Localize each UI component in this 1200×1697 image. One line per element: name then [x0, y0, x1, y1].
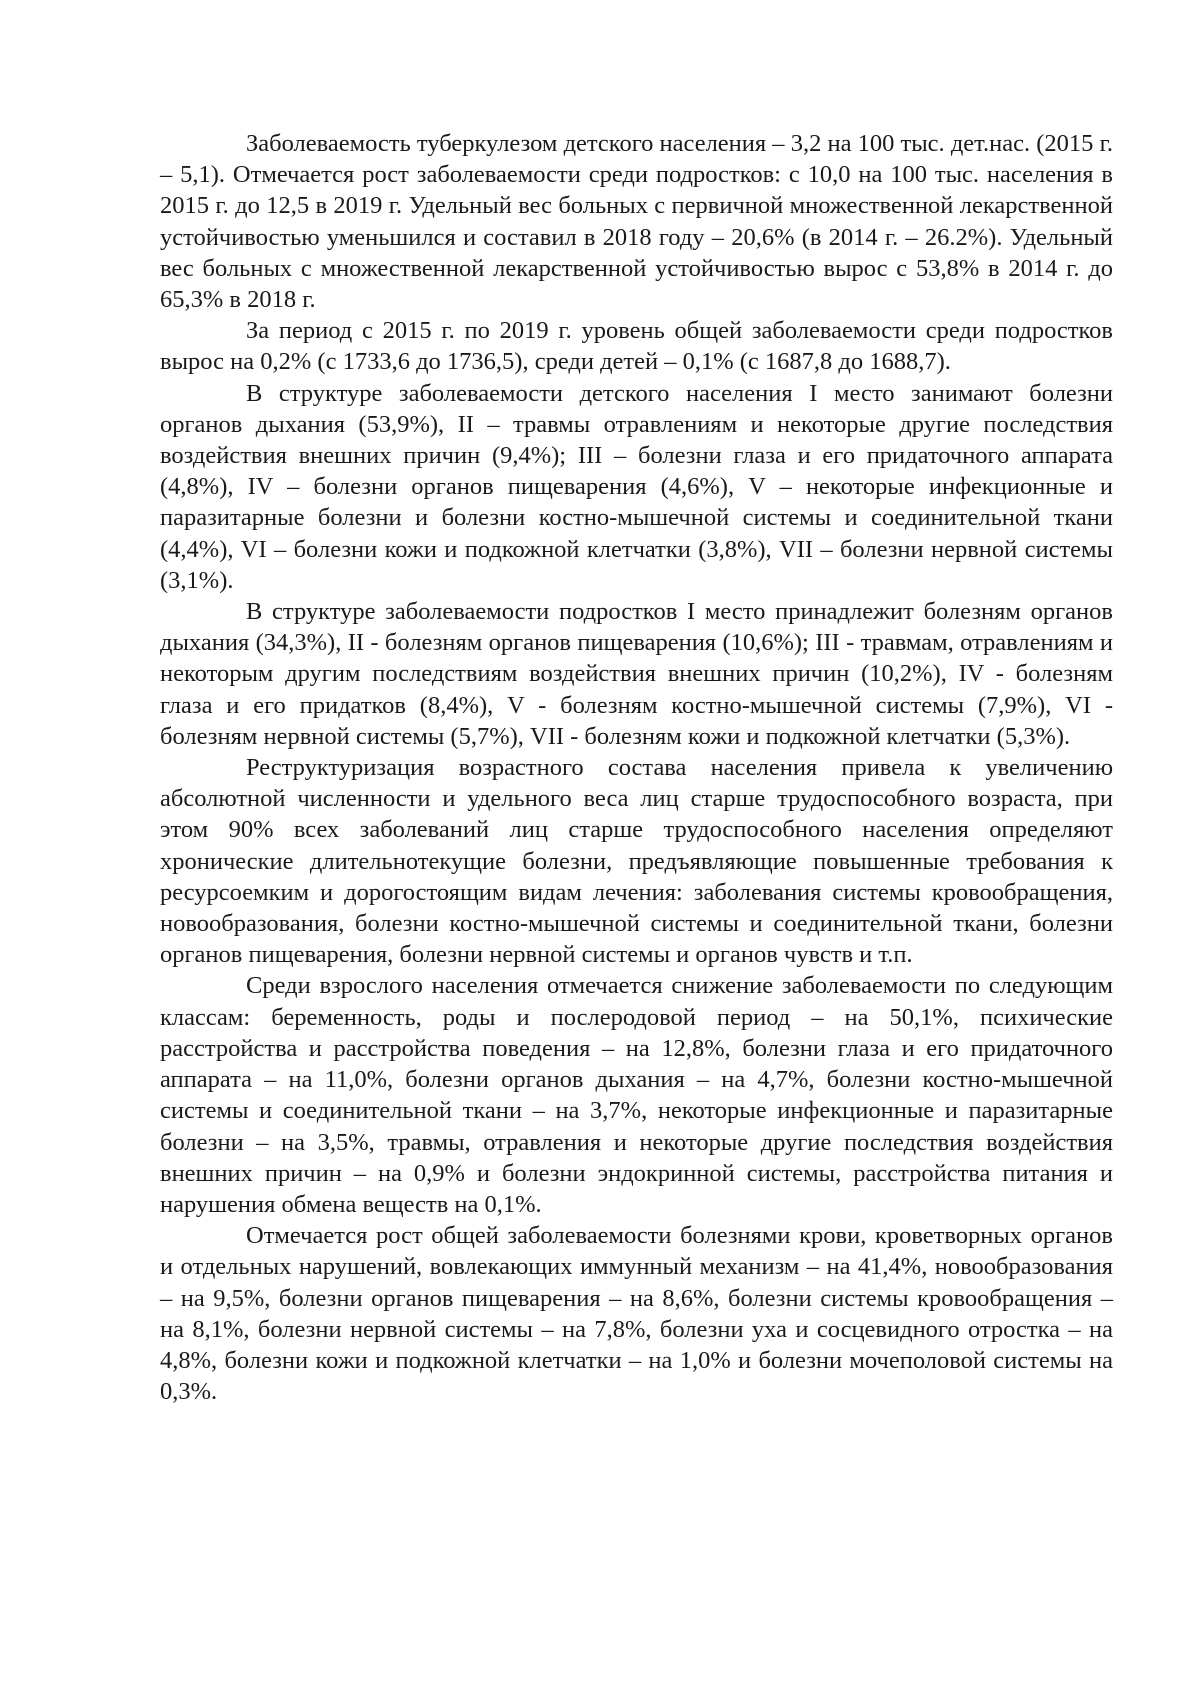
paragraph-tuberculosis: Заболеваемость туберкулезом детского населения – 3,2 на 100 тыс. дет.нас. (2015 г. – 5,1). Отмечается рост заболеваемости среди подростков: с 10,0 на 100 тыс. населения в 2015 г. до 12,5 в 2019 г. Удельный вес больных с первичной множественной лекарственной устойчивостью уменьшился и составил в 2018 году – 20,6% (в 2014 г. – 26.2%). Удельный вес больных с множественной лекарственной устойчивостью вырос с 53,8% в 2014 г. до 65,3% в 2018 г. [160, 130, 1113, 314]
paragraph-general-morbidity: За период с 2015 г. по 2019 г. уровень общей заболеваемости среди подростков вырос на 0,2% (с 1733,6 до 1736,5), среди детей – 0,1% (с 1687,8 до 1688,7). [160, 317, 1113, 376]
paragraph-adolescents-structure: В структуре заболеваемости подростков I место принадлежит болезням органов дыхания (34,3%), II - болезням органов пищеварения (10,6%); III - травмам, отравлениям и некоторым другим последствиям воздействия внешних причин (10,2%), IV - болезням глаза и его придатков (8,4%), V - болезням костно-мышечной системы (7,9%), VI - болезням нервной системы (5,7%), VII - болезням кожи и подкожной клетчатки (5,3%). [160, 598, 1113, 750]
paragraph-adult-decrease: Среди взрослого населения отмечается снижение заболеваемости по следующим классам: беременность, роды и послеродовой период – на 50,1%, психические расстройства и расстройства поведения – на 12,8%, болезни глаза и его придаточного аппарата – на 11,0%, болезни органов дыхания – на 4,7%, болезни костно-мышечной системы и соединительной ткани – на 3,7%, некоторые инфекционные и паразитарные болезни – на 3,5%, травмы, отравления и некоторые другие последствия воздействия внешних причин – на 0,9% и болезни эндокринной системы, расстройства питания и нарушения обмена веществ на 0,1%. [160, 972, 1113, 1218]
paragraph-children-structure: В структуре заболеваемости детского населения I место занимают болезни органов дыхания (53,9%), II – травмы отравлениям и некоторые другие последствия воздействия внешних причин (9,4%); III – болезни глаза и его придаточного аппарата (4,8%), IV – болезни органов пищеварения (4,6%), V – некоторые инфекционные и паразитарные болезни и болезни костно-мышечной системы и соединительной ткани (4,4%), VI – болезни кожи и подкожной клетчатки (3,8%), VII – болезни нервной системы (3,1%). [160, 379, 1113, 594]
document-body [160, 128, 1113, 1407]
paragraph-age-restructuring: Реструктуризация возрастного состава населения привела к увеличению абсолютной численности и удельного веса лиц старше трудоспособного возраста, при этом 90% всех заболеваний лиц старше трудоспособного населения определяют хронические длительнотекущие болезни, предъявляющие повышенные требования к ресурсоемким и дорогостоящим видам лечения: заболевания системы кровообращения, новообразования, болезни костно-мышечной системы и соединительной ткани, болезни органов пищеварения, болезни нервной системы и органов чувств и т.п. [160, 754, 1113, 969]
paragraph-adult-increase: Отмечается рост общей заболеваемости болезнями крови, кроветворных органов и отдельных нарушений, вовлекающих иммунный механизм – на 41,4%, новообразования – на 9,5%, болезни органов пищеварения – на 8,6%, болезни системы кровообращения – на 8,1%, болезни нервной системы – на 7,8%, болезни уха и сосцевидного отростка – на 4,8%, болезни кожи и подкожной клетчатки – на 1,0% и болезни мочеполовой системы на 0,3%. [160, 1222, 1113, 1406]
